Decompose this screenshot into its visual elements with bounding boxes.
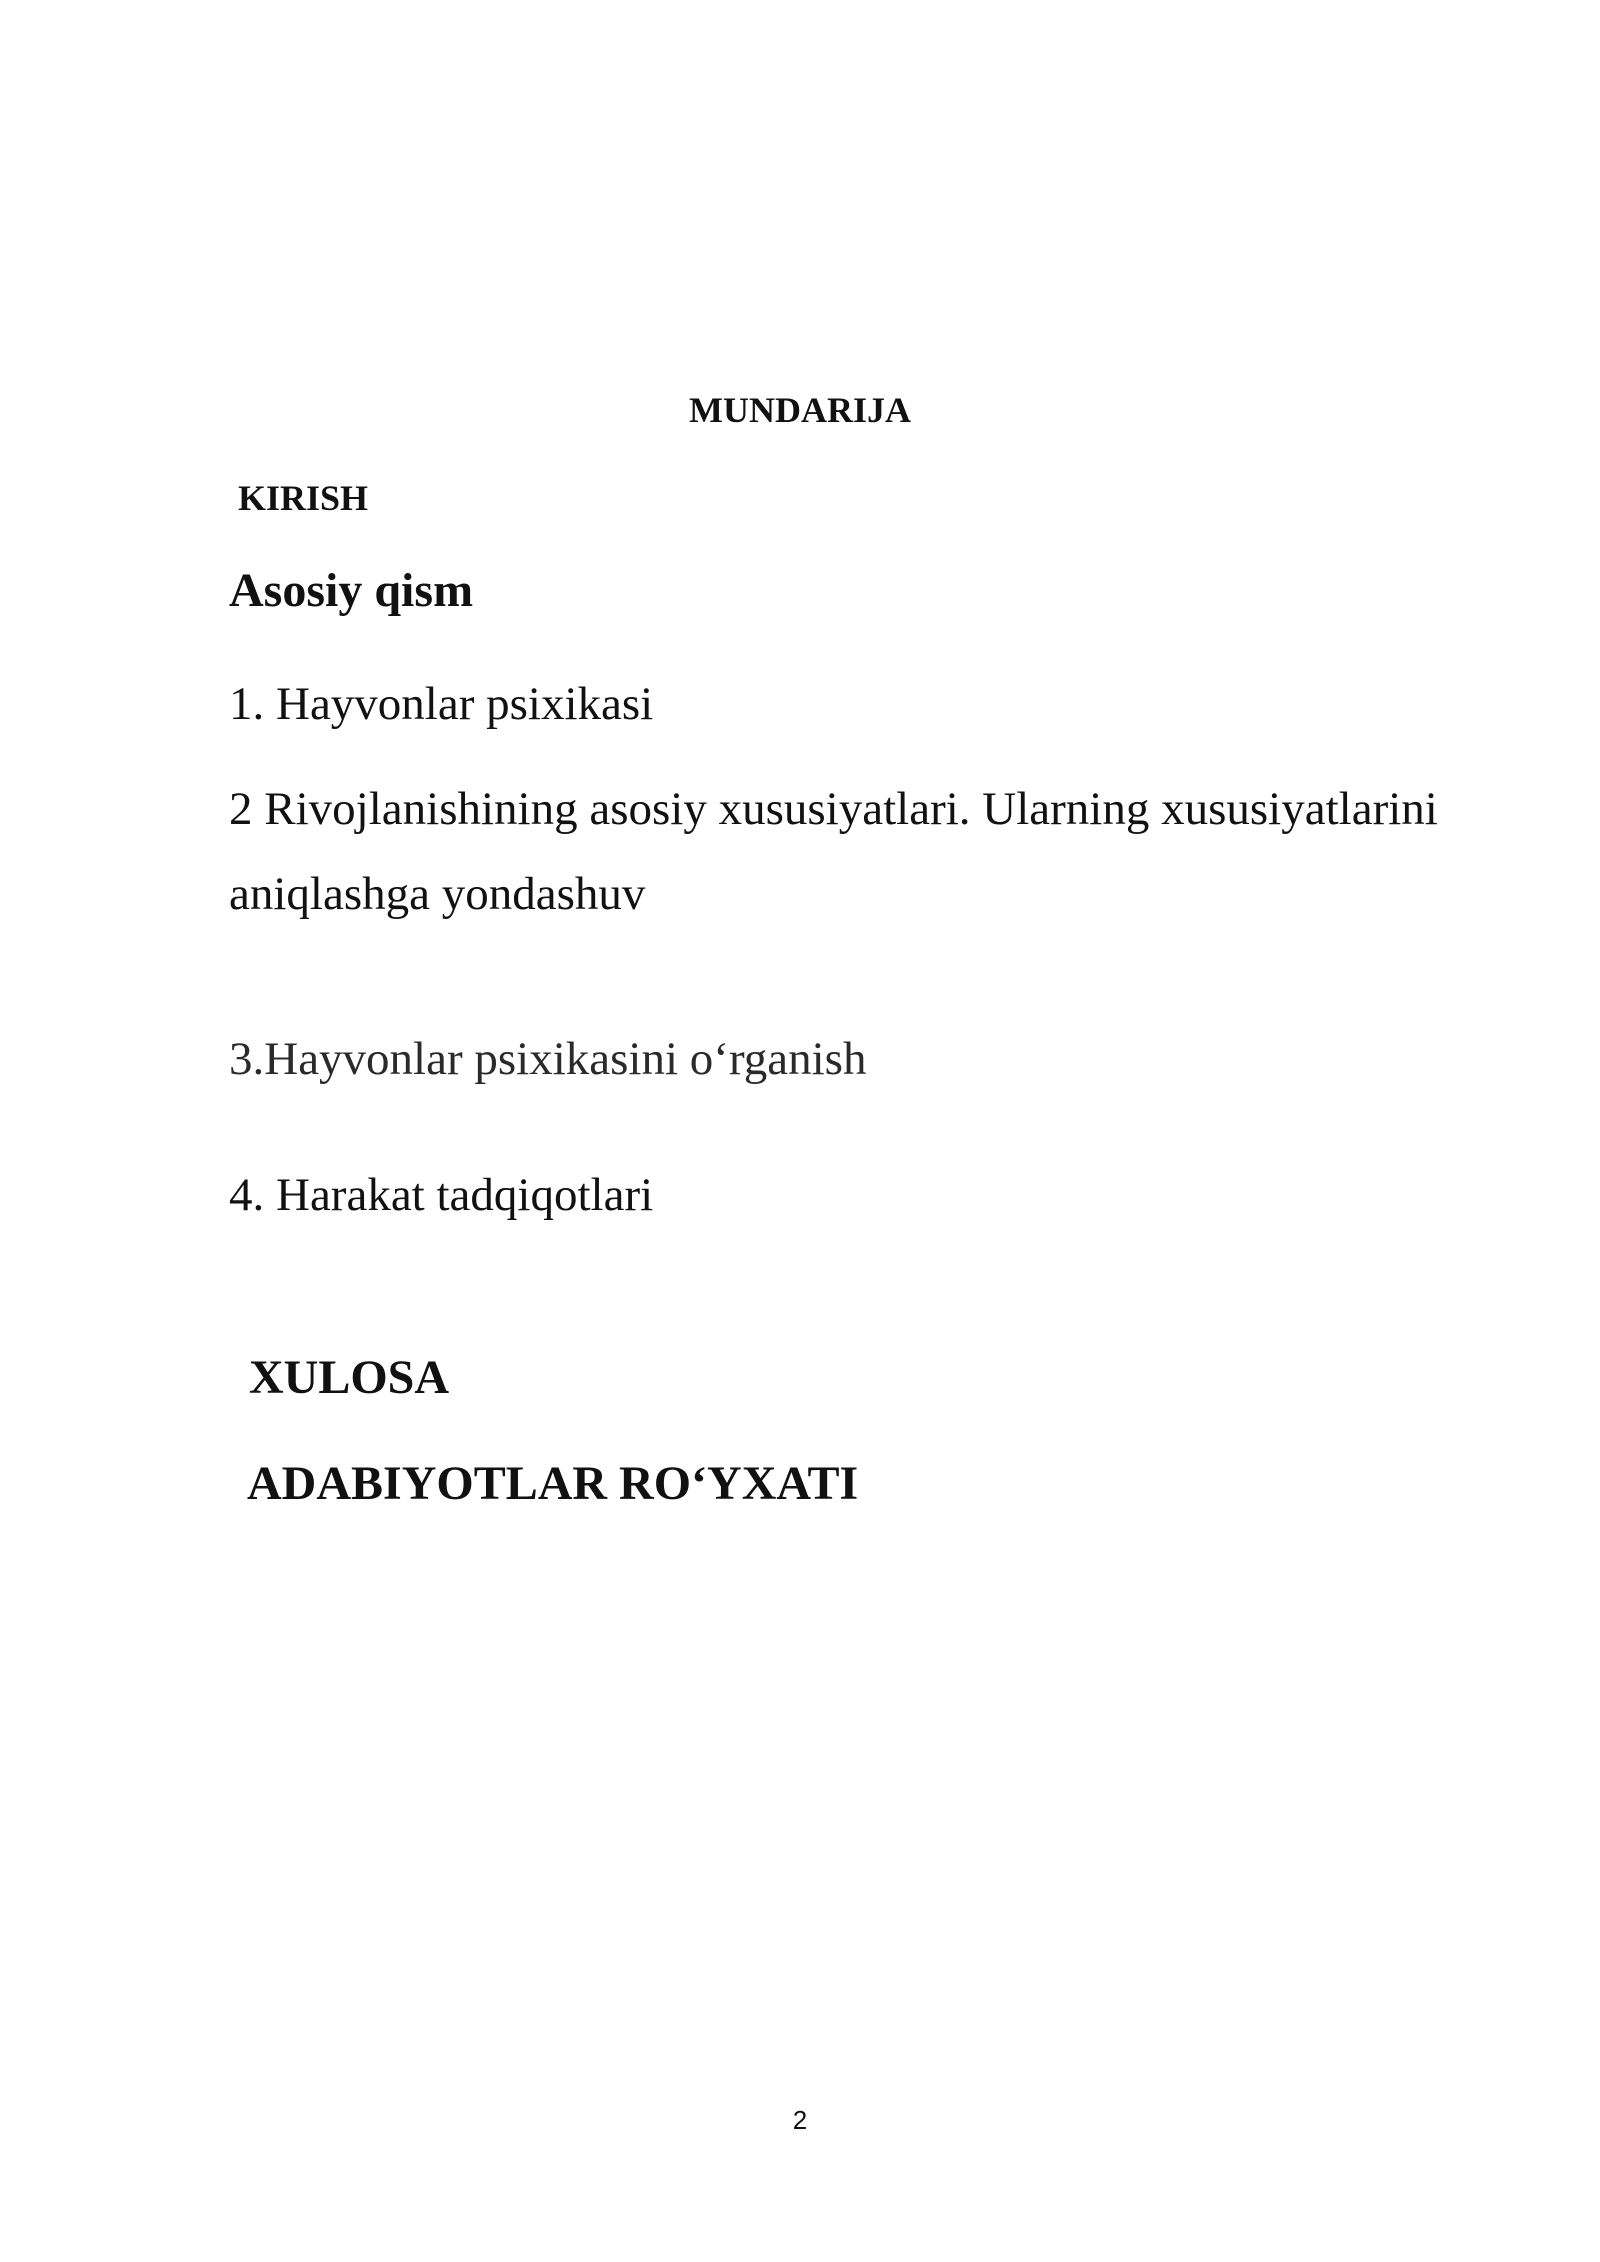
toc-conclusion: XULOSA [249,1351,450,1404]
page-number: 2 [792,2105,808,2135]
toc-item-1: 1. Hayvonlar psixikasi [229,678,654,730]
toc-item-4: 4. Harakat tadqiqotlari [229,1169,654,1221]
toc-item-2-line-2: aniqlashga yondashuv [229,868,646,920]
toc-item-3: 3.Hayvonlar psixikasini o‘rganish [229,1033,867,1085]
toc-references: ADABIYOTLAR RO‘YXATI [247,1457,859,1510]
page-title: MUNDARIJA [689,390,911,430]
toc-intro: KIRISH [238,478,369,518]
toc-item-2-line-1: 2 Rivojlanishining asosiy xususiyatlari. Ularning xususiyatlarini [229,783,1438,835]
toc-main-part-heading: Asosiy qism [229,564,474,617]
